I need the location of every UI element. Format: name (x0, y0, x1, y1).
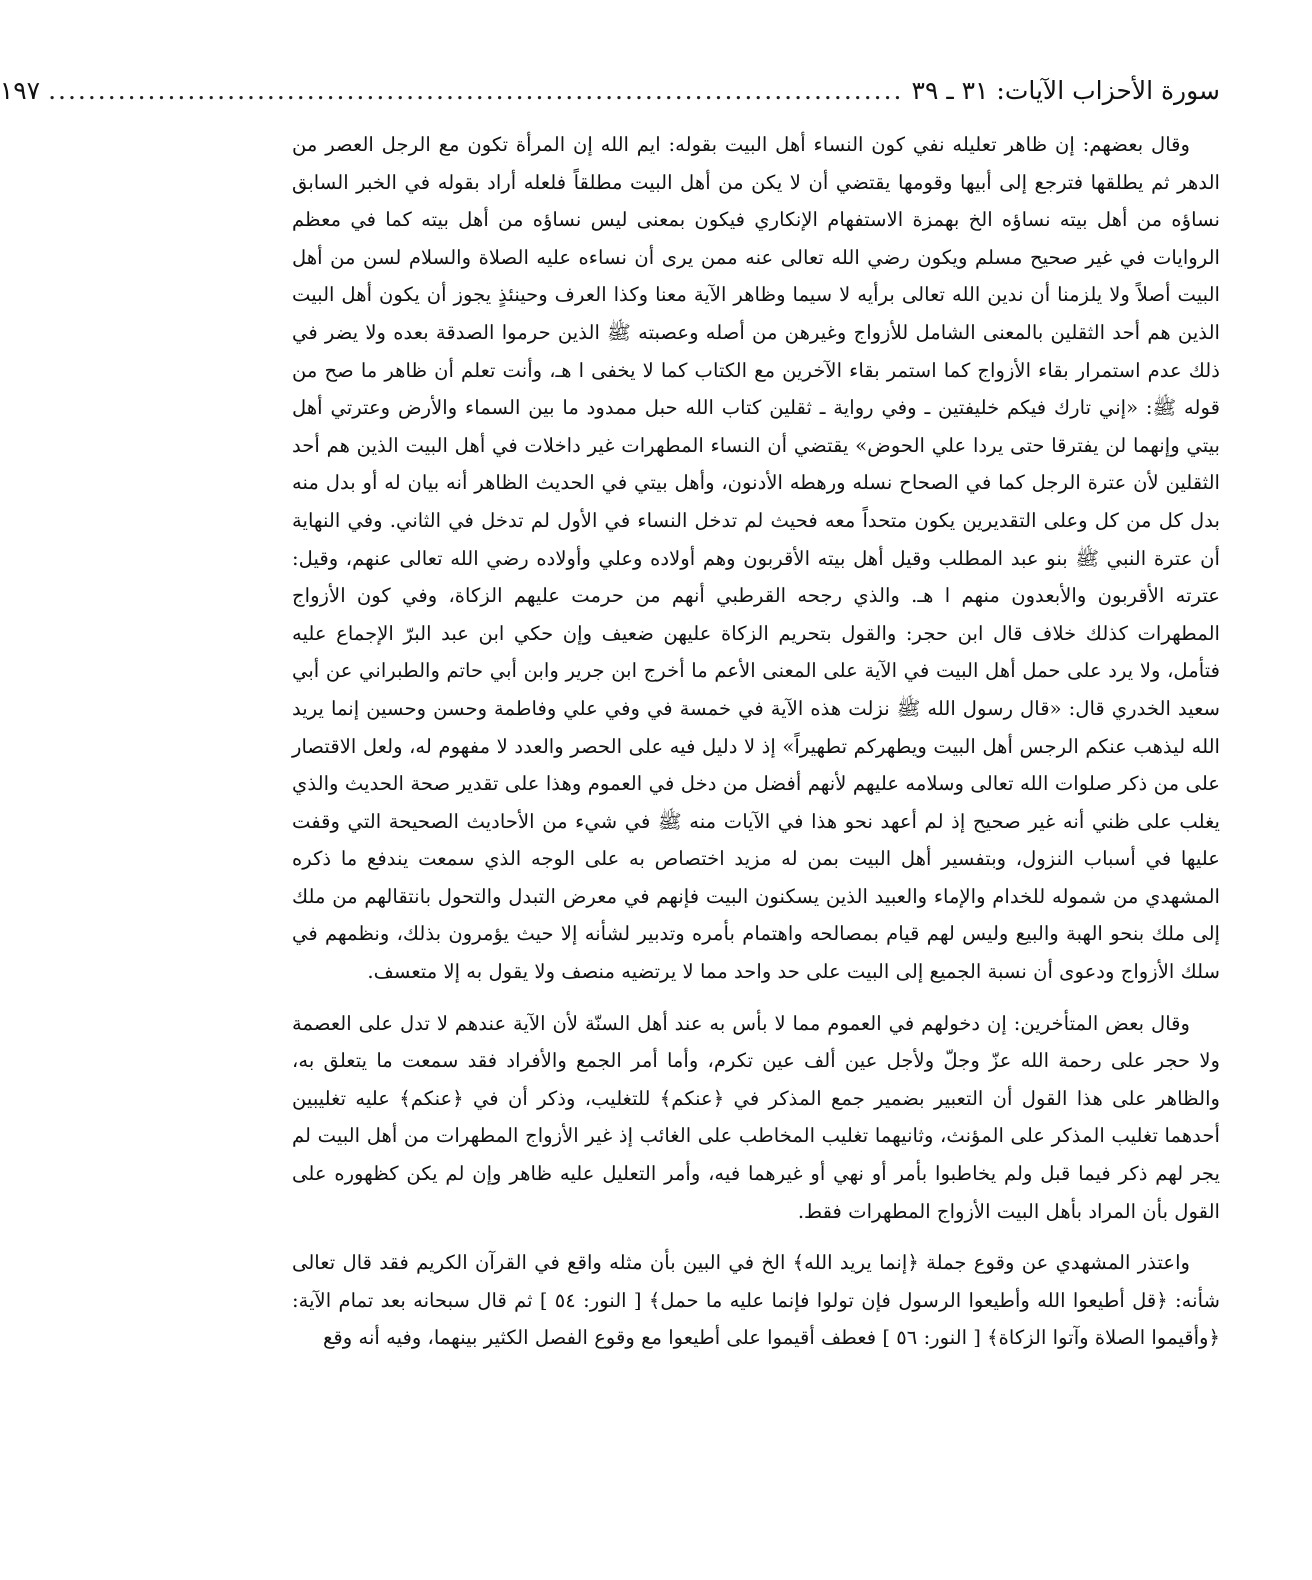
surah-verses-title: سورة الأحزاب الآيات: ٣١ ـ ٣٩ (911, 76, 1220, 105)
paragraph-2: وقال بعض المتأخرين: إن دخولهم في العموم مما لا بأس به عند أهل السنّة لأن الآية عندهم لا تدل على العصمة ولا حجر على رحمة الله عزّ وجلّ ولأجل عين ألف عين تكرم، وأما أمر الجمع والأفراد فقد سمعت ما يتعلق به، والظاهر على هذا القول أن التعبير بضمير جمع المذكر في ﴿عنكم﴾ للتغليب، وذكر أن في ﴿عنكم﴾ عليه تغليبين أحدهما تغليب المذكر على المؤنث، وثانيهما تغليب المخاطب على الغائب إذ غير الأزواج المطهرات من أهل البيت لم يجر لهم ذكر فيما قبل ولم يخاطبوا بأمر أو نهي أو غيرهما فيه، وأمر التعليل عليه ظاهر وإن لم يكن كظهوره على القول بأن المراد بأهل البيت الأزواج المطهرات فقط. (292, 1011, 1220, 1223)
page-number: ١٩٧ (0, 76, 41, 105)
running-header (0, 68, 1220, 114)
leader-dots: ...................................................................................... (48, 76, 904, 105)
paragraph-3: واعتذر المشهدي عن وقوع جملة ﴿إنما يريد الله﴾ الخ في البين بأن مثله واقع في القرآن الكريم فقد قال تعالى شأنه: ﴿قل أطيعوا الله وأطيعوا الرسول فإن تولوا فإنما عليه ما حمل﴾ [ النور: ٥٤ ] ثم قال سبحانه بعد تمام الآية: ﴿وأقيموا الصلاة وآتوا الزكاة﴾ [ النور: ٥٦ ] فعطف أقيموا على أطيعوا مع وقوع الفصل الكثير بينهما، وفيه أنه وقع (292, 1251, 1220, 1350)
paragraph-1: وقال بعضهم: إن ظاهر تعليله نفي كون النساء أهل البيت بقوله: ايم الله إن المرأة تكون مع الرجل العصر من الدهر ثم يطلقها فترجع إلى أبيها وقومها يقتضي أن لا يكن من أهل البيت مطلقاً فلعله أراد بقوله في الخبر السابق نساؤه من أهل بيته نساؤه الخ بهمزة الاستفهام الإنكاري فيكون بمعنى ليس نساؤه من أهل بيته كما في معظم الروايات في غير صحيح مسلم ويكون رضي الله تعالى عنه ممن يرى أن نساءه عليه الصلاة والسلام لسن من أهل البيت أصلاً ولا يلزمنا أن ندين الله تعالى برأيه لا سيما وظاهر الآية معنا وكذا العرف وحينئذٍ يجوز أن يكون أهل البيت الذين هم أحد الثقلين بالمعنى الشامل للأزواج وغيرهن من أصله وعصبته ﷺ الذين حرموا الصدقة بعده ولا يضر في ذلك عدم استمرار بقاء الأزواج كما استمر بقاء الآخرين مع الكتاب كما لا يخفى ا هـ، وأنت تعلم أن ظاهر ما صح من قوله ﷺ: «إني تارك فيكم خليفتين ـ وفي رواية ـ ثقلين كتاب الله حبل ممدود ما بين السماء والأرض وعترتي أهل بيتي وإنهما لن يفترقا حتى يردا علي الحوض» يقتضي أن النساء المطهرات غير داخلات في أهل البيت الذين هم أحد الثقلين لأن عترة الرجل كما في الصحاح نسله ورهطه الأدنون، وأهل بيتي في الحديث الظاهر أنه بيان له أو بدل منه بدل كل من كل وعلى التقديرين يكون متحداً معه فحيث لم تدخل النساء في الأول لم تدخل في الثاني. وفي النهاية أن عترة النبي ﷺ بنو عبد المطلب وقيل أهل بيته الأقربون وهم أولاده وعلي وأولاده رضي الله تعالى عنهم، وقيل: عترته الأقربون والأبعدون منهم ا هـ. والذي رجحه القرطبي أنهم من حرمت عليهم الزكاة، وفي كون الأزواج المطهرات كذلك خلاف قال ابن حجر: والقول بتحريم الزكاة عليهن ضعيف وإن حكي ابن عبد البرّ الإجماع عليه فتأمل، ولا يرد على حمل أهل البيت في الآية على المعنى الأعم ما أخرج ابن جرير وابن أبي حاتم والطبراني عن أبي سعيد الخدري قال: «قال رسول الله ﷺ نزلت هذه الآية في خمسة في وفي علي وفاطمة وحسن وحسين إنما يريد الله ليذهب عنكم الرجس أهل البيت ويطهركم تطهيراً» إذ لا دليل فيه على الحصر والعدد لا مفهوم له، ولعل الاقتصار على من ذكر صلوات الله تعالى وسلامه عليهم لأنهم أفضل من دخل في العموم وهذا على تقدير صحة الحديث والذي يغلب على ظني أنه غير صحيح إذ لم أعهد نحو هذا في الآيات منه ﷺ في شيء من الأحاديث الصحيحة التي وقفت عليها في أسباب النزول، وبتفسير أهل البيت بمن له مزيد اختصاص به على الوجه الذي سمعت يندفع ما ذكره المشهدي من شموله للخدام والإماء والعبيد الذين يسكنون البيت فإنهم في معرض التبدل والتحول بانتقالهم من ملك إلى ملك بنحو الهبة والبيع وليس لهم قيام بمصالحه واهتمام بأمره وتدبير لشأنه إلا حيث يؤمرون بذلك، ونظمهم في سلك الأزواج ودعوى أن نسبة الجميع إلى البيت على حد واحد مما لا يرتضيه منصف ولا يقول به إلا متعسف. (292, 133, 1220, 984)
page-body (292, 126, 1220, 1357)
